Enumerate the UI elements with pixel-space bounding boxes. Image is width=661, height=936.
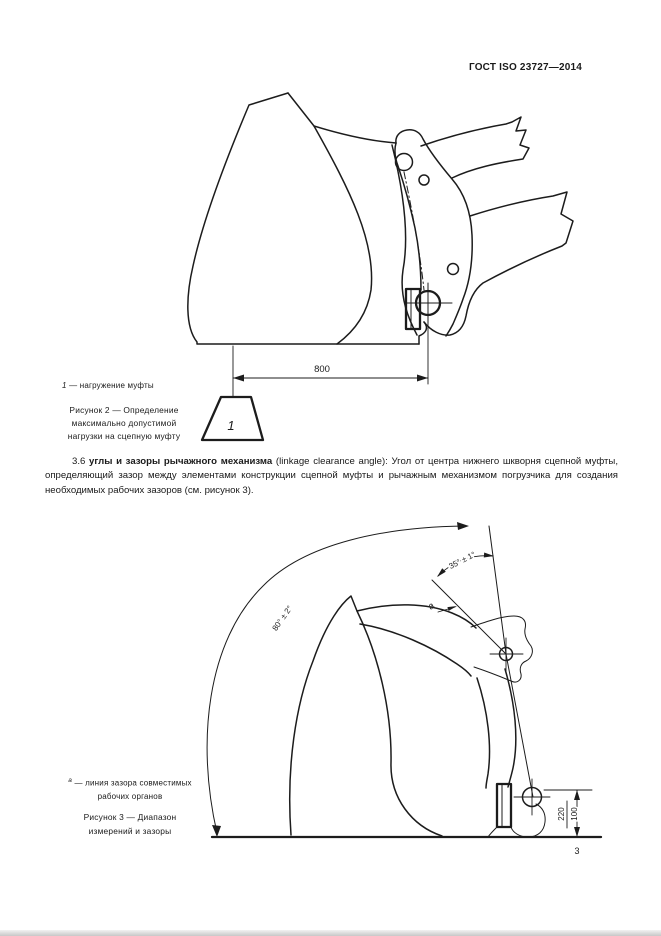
figure2-caption-line: нагрузки на сцепную муфту <box>67 431 181 441</box>
coupler-plate-left-edge <box>395 143 421 290</box>
arc-80deg <box>207 526 465 833</box>
angle-35-label: 35° ± 1° <box>447 549 478 571</box>
hitch-block <box>497 784 511 827</box>
bucket-top-edge <box>288 93 396 143</box>
bucket-inner-shell <box>314 126 372 344</box>
bucket3-right-outer <box>505 669 516 787</box>
clearance-line-a <box>489 526 533 797</box>
arc35-arrow-left <box>437 568 446 577</box>
clause-term: углы и зазоры рычажного механизма <box>89 456 273 467</box>
clearance-line-mark: a <box>425 600 437 613</box>
bucket-outline <box>188 93 419 344</box>
figure3-legend-sup: a <box>68 777 73 784</box>
bucket3-right-inner <box>477 678 490 788</box>
angle-35-line <box>432 580 506 654</box>
figure2-legend <box>62 381 212 390</box>
lift-arm-upper <box>421 117 529 178</box>
figure2-drawing <box>188 93 573 440</box>
figure2-legend-key: 1 <box>62 381 67 390</box>
clause-text: (linkage clearance angle): Угол от центра нижнего шкворня сцепной муфты, определяющий зазор между элементами конструкции сцепной муфты и рычажным механизмом погрузчика для создания необходимых рабочих зазоров (см. рисунок 3). <box>45 456 618 496</box>
figure2-caption-line: Рисунок 2 — Определение <box>69 405 179 415</box>
figure3-legend-text2: рабочих органов <box>97 791 163 801</box>
dimv-arrow-up <box>574 790 580 800</box>
figure3-drawing <box>207 522 601 837</box>
bucket3-left-outline <box>290 596 442 836</box>
dim-100-label: 100 <box>570 807 579 821</box>
a-leader-arrow <box>447 606 457 611</box>
load-weight-label: 1 <box>227 418 235 433</box>
page-number: 3 <box>574 846 580 856</box>
bucket3-back-lower <box>360 624 471 676</box>
dim-220-label: 220 <box>557 807 566 821</box>
figure3-legend-text: — линия зазора совместимых <box>74 778 192 788</box>
dim800-arrow-right <box>417 375 428 382</box>
coupler-lower-hole <box>448 264 459 275</box>
coupler-pin-hole-large <box>396 154 413 171</box>
angle-80-label: 80° ± 2° <box>270 603 295 633</box>
figure2-caption-line: максимально допустимой <box>71 418 177 428</box>
scan-edge-shadow <box>0 930 661 936</box>
clause-number: 3.6 <box>72 456 86 467</box>
arc80-arrow-top <box>457 522 469 530</box>
figure3-caption <box>55 811 205 838</box>
lift-arm-lower <box>424 192 573 335</box>
figure3-caption-line: измерений и зазоры <box>88 825 172 836</box>
figure3-caption-line: Рисунок 3 — Диапазон <box>83 812 177 822</box>
coupler-pin-hole-small <box>419 175 429 185</box>
arc80-arrow-bottom <box>212 825 221 837</box>
figure3-legend <box>50 774 210 803</box>
figure2-legend-text: — нагружение муфты <box>69 381 154 390</box>
page-header: ГОСТ ISO 23727—2014 <box>468 62 582 73</box>
coupler-plate-right-edge <box>396 130 472 336</box>
dim800-arrow-left <box>233 375 244 382</box>
dimv-arrow-down <box>574 827 580 837</box>
bucket3-back-top <box>357 605 476 628</box>
figure2-caption <box>45 404 203 443</box>
clause-3-6-paragraph <box>45 455 618 498</box>
dim800-label: 800 <box>314 364 330 375</box>
